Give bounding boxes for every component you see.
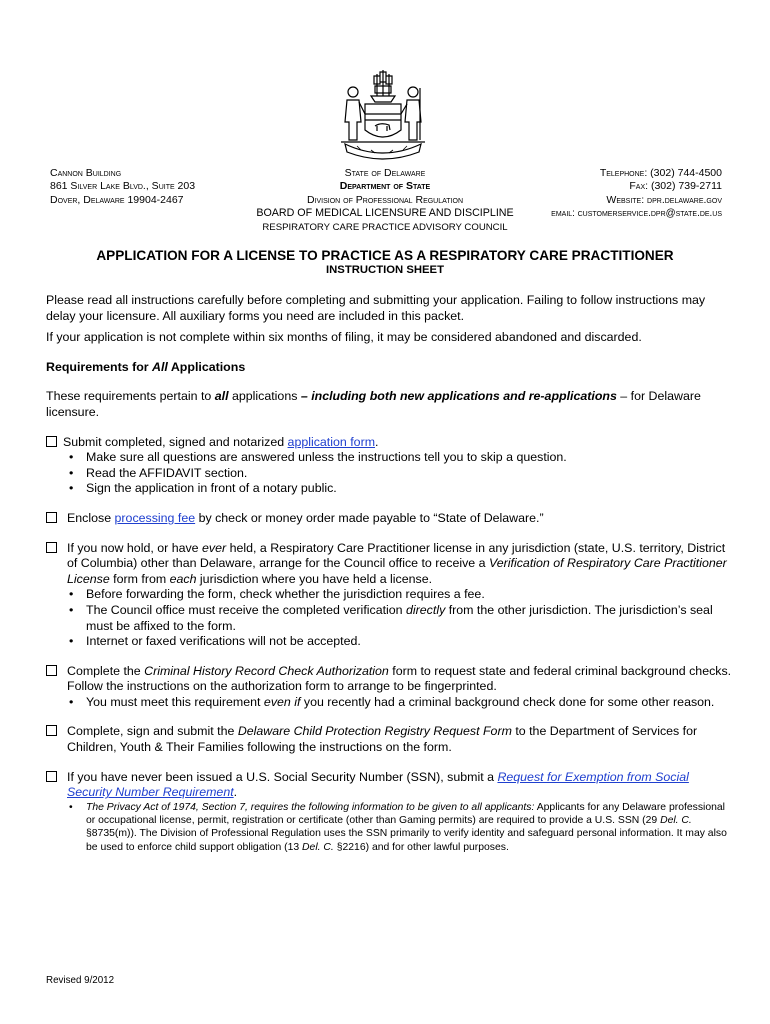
agency-block — [230, 167, 540, 234]
abandonment-notice: If your application is not complete within six months of filing, it may be considered abandoned and discarded. — [46, 330, 642, 345]
division-name: Division of Professional Regulation — [306, 193, 464, 206]
revision-date: Revised 9/2012 — [46, 975, 115, 986]
requirement-criminal-history: Complete the Criminal History Record Check Authorization form to request state and federal criminal background checks. Follow the instructions on the authorization form to arrange to be fingerprinted. • You must meet this requirement even if you recently had a criminal background check done for some other reason. — [46, 664, 736, 711]
requirement-license-verification: If you now hold, or have ever held, a Respiratory Care Practitioner license in any jurisdiction (state, U.S. territory, District of Columbia) other than Delaware, arrange for the Council office to receive a Verification of Respiratory Care Practitioner License form from each jurisdiction where you have held a license. • Before forwarding the form, check whether the jurisdiction requires a fee. • The Council office must receive the completed verification directly from the other jurisdiction. The jurisdiction’s seal must be affixed to the form. • Internet or faxed verifications will not be accepted. — [46, 541, 736, 650]
telephone: Telephone: (302) 744-4500 — [599, 167, 722, 179]
bullet-item: • Before forwarding the form, check whether the jurisdiction requires a fee. — [67, 587, 736, 603]
bullet-item: • Make sure all questions are answered unless the instructions tell you to skip a question. — [67, 450, 736, 466]
fax: Fax: (302) 739-2711 — [629, 180, 722, 193]
requirements-heading: Requirements for All Applications — [46, 359, 246, 374]
requirement-child-protection: Complete, sign and submit the Delaware Child Protection Registry Request Form to the Department of Services for Children, Youth & Their Families following the instructions on the form. — [46, 724, 736, 755]
requirement-application-form: Submit completed, signed and notarized application form. — [46, 435, 736, 451]
privacy-act-notice: • The Privacy Act of 1974, Section 7, requires the following information to be given to all applicants: Applicants for any Delaware professional or occupational license, permit, registration or certificate (other than Gaming permits) are required to provide a U.S. SSN (29 Del. C. §8735(m)). The Division of Professional Regulation uses the SSN primarily to verify identity and safeguard personal information. It may also be used to enforce child support obligation (13 Del. C. §2216) and for other lawful purposes. — [67, 801, 736, 854]
contact-block — [551, 167, 722, 221]
council-name: RESPIRATORY CARE PRACTICE ADVISORY COUNCIL — [262, 221, 508, 233]
application-form-bullets — [67, 450, 736, 497]
instructions-body — [46, 293, 736, 854]
bullet-item: • The Council office must receive the completed verification directly from the other jurisdiction. The jurisdiction’s seal must be affixed to the form. — [67, 603, 736, 634]
requirement-processing-fee: Enclose processing fee by check or money order made payable to “State of Delaware.” — [46, 511, 736, 527]
checkbox[interactable] — [46, 436, 57, 447]
bullet-item: • Read the AFFIDAVIT section. — [67, 466, 736, 482]
delaware-state-seal — [331, 62, 435, 164]
document-title: APPLICATION FOR A LICENSE TO PRACTICE AS A RESPIRATORY CARE PRACTITIONER — [96, 248, 674, 263]
document-subtitle: INSTRUCTION SHEET — [326, 264, 444, 276]
checkbox[interactable] — [46, 542, 57, 553]
board-name: BOARD OF MEDICAL LICENSURE AND DISCIPLINE — [256, 207, 514, 220]
processing-fee-link[interactable]: processing fee — [114, 510, 196, 525]
criminal-history-bullets — [67, 695, 736, 711]
verification-bullets — [67, 587, 736, 649]
state-name: State of Delaware — [344, 167, 426, 179]
bullet-item: • You must meet this requirement even if you recently had a criminal background check done for some other reason. — [67, 695, 736, 711]
department-name: Department of State — [339, 180, 431, 193]
address-line: Dover, Delaware 19904-2467 — [50, 193, 184, 206]
address-line: 861 Silver Lake Blvd., Suite 203 — [50, 180, 196, 193]
address-block — [50, 167, 195, 207]
application-form-link[interactable]: application form — [287, 434, 376, 449]
address-line: Cannon Building — [50, 167, 122, 179]
bullet-item: • Sign the application in front of a notary public. — [67, 481, 736, 497]
requirements-scope: These requirements pertain to all applications – including both new applications and re-applications – for Delaware licensure. — [46, 389, 701, 419]
intro-paragraph: Please read all instructions carefully before completing and submitting your application. Failing to follow instructions may delay your licensure. All auxiliary forms you need are included in this packet. — [46, 293, 706, 323]
checkbox[interactable] — [46, 665, 57, 676]
website: Website: dpr.delaware.gov — [606, 193, 722, 206]
email: email: customerservice.dpr@state.de.us — [551, 208, 722, 220]
privacy-act-bullets — [67, 801, 736, 854]
checkbox[interactable] — [46, 725, 57, 736]
checkbox[interactable] — [46, 771, 57, 782]
requirement-ssn-exemption: If you have never been issued a U.S. Social Security Number (SSN), submit a Request for Exemption from Social Security Number Requirement. • The Privacy Act of 1974, Section 7, requires the following information to be given to all applicants: Applicants for any Delaware professional or occupational license, permit, registration or certificate (other than Gaming permits) are required to provide a U.S. SSN (29 Del. C. §8735(m)). The Division of Professional Regulation uses the SSN primarily to verify identity and safeguard personal information. It may also be used to enforce child support obligation (13 Del. C. §2216) and for other lawful purposes. — [46, 770, 736, 854]
bullet-item: • Internet or faxed verifications will not be accepted. — [67, 634, 736, 650]
ssn-exemption-link[interactable]: Request for Exemption from Social Security Number Requirement — [67, 769, 689, 800]
checkbox[interactable] — [46, 512, 57, 523]
